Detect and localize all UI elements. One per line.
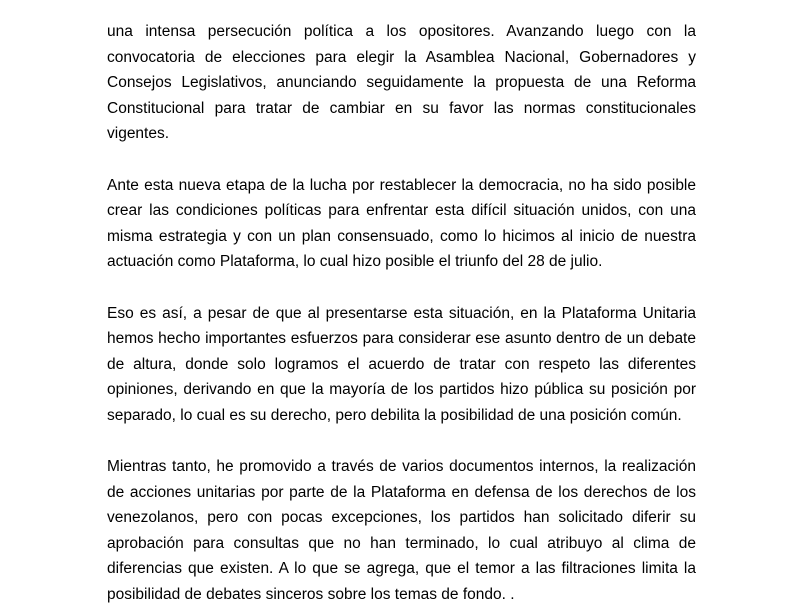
paragraph-1: una intensa persecución política a los opositores. Avanzando luego con la convocatoria de elecciones para elegir la Asamblea Nacional, Gobernadores y Consejos Legislativos, anunciando seguidamente la propuesta de una Reforma Constitucional para tratar de cambiar en su favor las normas constitucionales vigentes.	[107, 23, 696, 143]
paragraph-4: Mientras tanto, he promovido a través de varios documentos internos, la realización de acciones unitarias por parte de la Plataforma en defensa de los derechos de los venezolanos, pero con pocas excepciones, los partidos han solicitado diferir su aprobación para consultas que no han terminado, lo cual atribuyo al clima de diferencias que existen. A lo que se agrega, que el temor a las filtraciones limita la posibilidad de debates sinceros sobre los temas de fondo. .	[107, 458, 696, 604]
paragraph-2: Ante esta nueva etapa de la lucha por restablecer la democracia, no ha sido posible crear las condiciones políticas para enfrentar esta difícil situación unidos, con una misma estrategia y con un plan consensuado, como lo hicimos al inicio de nuestra actuación como Plataforma, lo cual hizo posible el triunfo del 28 de julio.	[107, 176, 696, 271]
document-body	[107, 19, 696, 608]
paragraph-3: Eso es así, a pesar de que al presentarse esta situación, en la Plataforma Unitaria hemos hecho importantes esfuerzos para considerar ese asunto dentro de un debate de altura, donde solo logramos el acuerdo de tratar con respeto las diferentes opiniones, derivando en que la mayoría de los partidos hizo pública su posición por separado, lo cual es su derecho, pero debilita la posibilidad de una posición común.	[107, 304, 696, 424]
